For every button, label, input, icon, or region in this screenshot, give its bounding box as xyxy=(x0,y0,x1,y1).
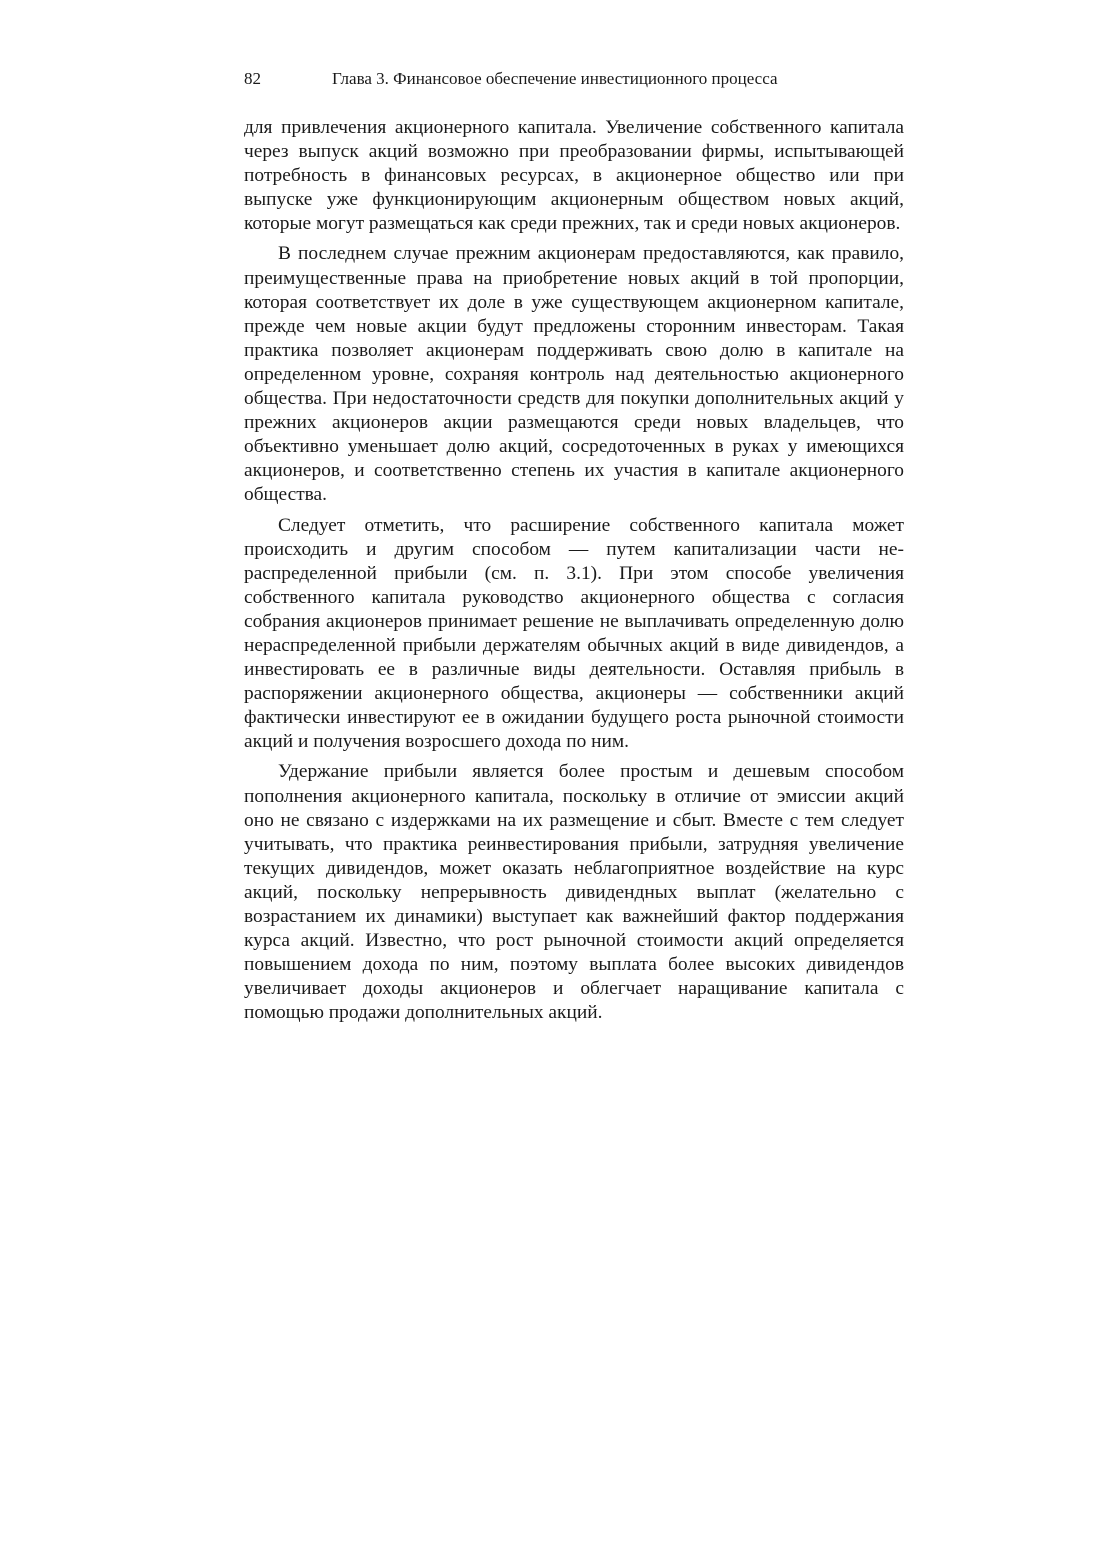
paragraph-1: для привлечения акционерного капитала. Увеличение собственного капитала через выпуск акций возможно при преобразовании фирмы, испытывающей потребность в финансовых ресурсах, в акционерное общество или при выпуске уже функционирующим акционерным обществом новых акций, которые могут размещаться как среди прежних, так и среди новых акционеров. xyxy=(244,117,904,235)
body-text xyxy=(244,116,904,1031)
paragraph-4: Удержание прибыли является более простым и дешевым способом пополнения акционерного капитала, поскольку в отличие от эмиссии акций оно не связано с издержками на их размещение и сбыт. Вместе с тем следует учитывать, что практика реинвестирования прибыли, затрудняя увеличение текущих дивидендов, может оказать неблагоприятное воздействие на курс акций, поскольку непрерывность дивидендных выплат (желательно с возрастанием их динамики) выступает как важнейший фактор поддержания курса акций. Известно, что рост рыночной стоимости акций определяется повышением дохода по ним, поэтому выплата более высоких дивидендов увеличивает доходы акционеров и облегчает наращивание капитала с помощью продажи дополнительных акций. xyxy=(244,761,904,1024)
paragraph-3: Следует отметить, что расширение собственного капитала может происходить и другим способом — путем капитализации части нераспределенной прибыли (см. п. 3.1). При этом способе увеличения собственного капитала руководство акционерного общества с согласия собрания акционеров принимает решение не выплачивать определенную долю нераспределенной прибыли держателям обычных акций в виде дивидендов, а инвестировать ее в различные виды деятельности. Оставляя прибыль в распоряжении акционерного общества, акционеры — собственники акций фактически инвестируют ее в ожидании будущего роста рыночной стоимости акций и получения возросшего дохода по ним. xyxy=(244,514,904,753)
running-head: Глава 3. Финансовое обеспечение инвестиционного процесса xyxy=(332,69,778,88)
page-number: 82 xyxy=(244,69,261,88)
paragraph-2: В последнем случае прежним акционерам предоставляются, как правило, преимущественные права на приобретение новых акций в той пропорции, которая соответствует их доле в уже существующем акционерном капитале, прежде чем новые акции будут предложены сторонним инвесторам. Такая практика позволяет акционерам поддерживать свою долю в капитале на определенном уровне, сохраняя контроль над деятельностью акционерного общества. При недостаточности средств для покупки дополнительных акций у прежних акционеров акции размещаются среди новых владельцев, что объективно уменьшает долю акций, сосредоточенных в руках у имеющихся акционеров, и соответственно степень их участия в капитале акционерного общества. xyxy=(244,243,904,506)
page-header xyxy=(244,66,812,92)
